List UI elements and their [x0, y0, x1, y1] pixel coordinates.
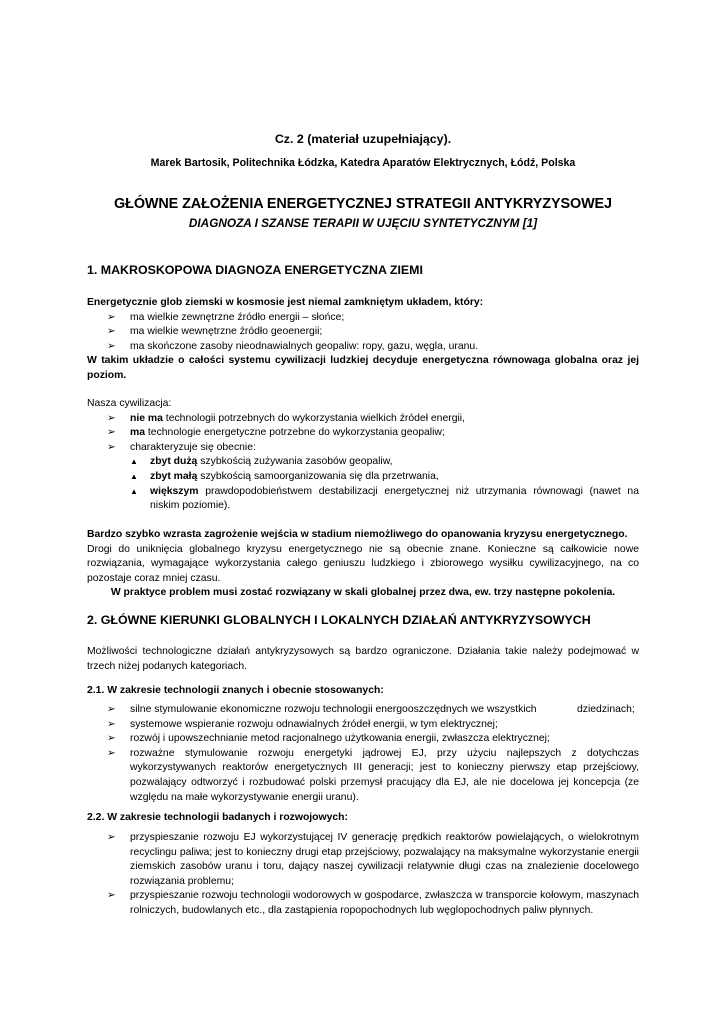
arrow-bullet-icon: ➢ — [107, 441, 116, 453]
planet-features-list — [87, 311, 639, 355]
subsection-2-2-heading: 2.2. W zakresie technologii badanych i rozwojowych: — [87, 812, 348, 823]
list-item: ▲ większym prawdopodobieństwem destabilizacji energetycznej niż utrzymania równowagi (nawet na niskim poziomie). — [130, 485, 639, 512]
research-technologies-list — [87, 831, 639, 919]
subsection-2-1-body — [87, 703, 639, 805]
author-line: Marek Bartosik, Politechnika Łódzka, Katedra Aparatów Elektrycznych, Łódź, Polska — [150, 157, 576, 169]
list-item: ➢ ma technologie energetyczne potrzebne do wykorzystania geopaliw; — [87, 426, 639, 441]
subtitle: DIAGNOZA I SZANSE TERAPII W UJĘCIU SYNTETYCZNYM [1] — [188, 216, 538, 230]
arrow-bullet-icon: ➢ — [107, 311, 116, 323]
arrow-bullet-icon: ➢ — [107, 326, 116, 338]
caret-bullet-icon: ▲ — [130, 471, 138, 481]
threat-text: Drogi do uniknięcia globalnego kryzysu energetycznego nie są obecnie znane. Konieczne są całkowicie nowe rozwiązania, wymagające wykorzystania całego geniuszu ludzkiego i zbiorowego wysiłku cywilizacyjnego, na co pozostaje coraz mniej czasu. — [87, 543, 639, 584]
civilization-list — [87, 412, 639, 456]
section-1-conclusion: W takim układzie o całości systemu cywilizacji ludzkiej decyduje energetyczna równowaga globalna oraz jej poziom. — [87, 355, 639, 381]
list-item: ➢ przyspieszanie rozwoju technologii wodorowych w gospodarce, zwłaszcza w transporcie kołowym, maszynach rolniczych, budowlanych etc., dla zastąpienia ropopochodnych lub węglopochodnych paliw płynnych. — [107, 890, 639, 916]
section-2-intro: Możliwości technologiczne działań antykryzysowych są bardzo ograniczone. Działania takie należy podejmować w trzech niżej podanych kategoriach. — [87, 646, 639, 672]
list-item: ➢ ma wielkie wewnętrzne źródło geoenergii; — [87, 325, 639, 340]
list-item: ▲ zbyt małą szybkością samoorganizowania się dla przetrwania, — [87, 470, 639, 485]
known-technologies-list — [87, 703, 639, 805]
list-item: ➢ silne stymulowanie ekonomiczne rozwoju technologii energooszczędnych we wszystkich dziedzinach; — [87, 703, 639, 718]
section-1-intro: Energetycznie glob ziemski w kosmosie jest niemal zamkniętym układem, który: — [87, 297, 484, 308]
arrow-bullet-icon: ➢ — [107, 733, 116, 745]
arrow-bullet-icon: ➢ — [107, 704, 116, 715]
section-2-heading: 2. GŁÓWNE KIERUNKI GLOBALNYCH I LOKALNYCH DZIAŁAŃ ANTYKRYZYSOWYCH — [87, 613, 591, 627]
arrow-bullet-icon: ➢ — [107, 890, 116, 902]
list-item: ➢ ma skończone zasoby nieodnawialnych geopaliw: ropy, gazu, węgla, uranu. — [87, 340, 639, 355]
list-item: ➢ charakteryzuje się obecnie: — [87, 441, 639, 456]
list-item: ➢ nie ma technologii potrzebnych do wykorzystania wielkich źródeł energii, — [87, 412, 639, 427]
arrow-bullet-icon: ➢ — [107, 747, 116, 759]
arrow-bullet-icon: ➢ — [107, 412, 116, 424]
section-1-body — [87, 296, 639, 384]
civilization-label: Nasza cywilizacja: — [87, 398, 172, 409]
arrow-bullet-icon: ➢ — [107, 832, 116, 843]
arrow-bullet-icon: ➢ — [107, 427, 116, 439]
part-label: Cz. 2 (materiał uzupełniający). — [274, 132, 452, 146]
list-item: ▲ zbyt dużą szybkością zużywania zasobów geopaliw, — [87, 455, 639, 470]
main-title: GŁÓWNE ZAŁOŻENIA ENERGETYCZNEJ STRATEGII ANTYKRYZYSOWEJ — [114, 196, 612, 212]
subsection-2-1-heading: 2.1. W zakresie technologii znanych i obecnie stosowanych: — [87, 685, 384, 696]
list-item: ➢ przyspieszanie rozwoju EJ wykorzystującej IV generację prędkich reaktorów powielających, o wielokrotnym recyclingu paliwa; jest to konieczny drugi etap przejściowy, pozwalający na maksymalne wykorzystanie energii ziemskich zasobów uranu i toru, dający naszej cywilizacji relatywnie długi czas na znalezienie docelowego rozwiązania problemu; — [107, 832, 639, 887]
list-item: ➢ rozwój i upowszechnianie metod racjonalnego użytkowania energii, zwłaszcza elektrycznej; — [87, 732, 639, 747]
caret-bullet-icon: ▲ — [130, 457, 138, 467]
threat-statement: Bardzo szybko wzrasta zagrożenie wejścia w stadium niemożliwego do opanowania kryzysu energetycznego. — [87, 529, 628, 540]
caret-bullet-icon: ▲ — [130, 486, 138, 496]
subsection-2-2-body — [87, 831, 639, 919]
section-1-heading: 1. MAKROSKOPOWA DIAGNOZA ENERGETYCZNA ZIEMI — [87, 263, 423, 277]
threat-paragraph — [87, 528, 639, 601]
list-item: ➢ rozważne stymulowanie rozwoju energetyki jądrowej EJ, przy użyciu najlepszych z dotychczas wykorzystywanych reaktorów energetycznych III generacji; jest to konieczny pierwszy etap przejściowy, pozwalający odtworzyć i rozbudować polski przemysł pracujący dla EJ, ale nie docelowa jej koncepcja (ze względu na małe wykorzystywanie energii uranu). — [107, 747, 639, 803]
characteristics-list — [87, 455, 639, 513]
arrow-bullet-icon: ➢ — [107, 718, 116, 730]
civilization-block — [87, 397, 639, 514]
list-item: ➢ systemowe wspieranie rozwoju odnawialnych źródeł energii, w tym elektrycznej; — [87, 718, 639, 733]
practice-statement: W praktyce problem musi zostać rozwiązany w skali globalnej przez dwa, ew. trzy następne pokolenia. — [110, 587, 616, 599]
arrow-bullet-icon: ➢ — [107, 340, 116, 352]
list-item: ➢ ma wielkie zewnętrzne źródło energii – słońce; — [87, 311, 639, 326]
